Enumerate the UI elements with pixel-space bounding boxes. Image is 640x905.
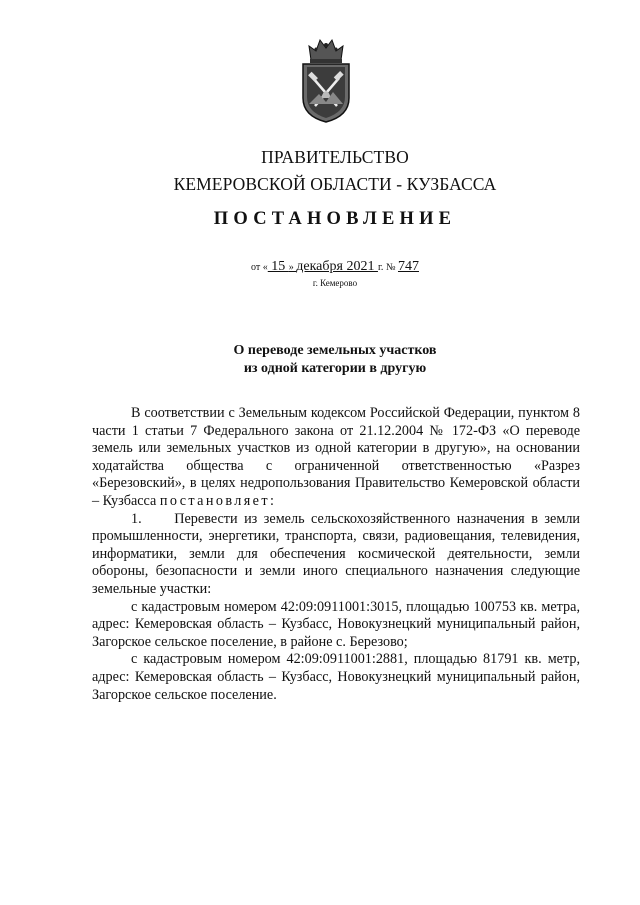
date-mid: » (288, 262, 297, 273)
date-month-year: декабря 2021 (296, 259, 378, 274)
subject-line2: из одной категории в другую (243, 361, 427, 376)
date-prefix: от « (251, 262, 268, 273)
decree-word: постановляет: (159, 492, 277, 509)
intro-text: В соответствии с Земельным кодексом Российской Федерации, пунктом 8 части 1 статьи 7 Федерального закона от 21.12.2004 № 172-ФЗ «О переводе земель или земельных участков из одной категории в другую», на основании ходатайства общества с ограниченной ответственностью «Разрез «Березовский», в целях недропользования Правительство Кемеровской области – Кузбасса (92, 405, 580, 509)
subject-line1: О переводе земельных участков (233, 343, 437, 358)
date-year-suffix: г. (377, 262, 384, 273)
date-number-line (0, 259, 640, 275)
government-name-line1: ПРАВИТЕЛЬСТВО (261, 147, 409, 167)
parcel-2-paragraph: с кадастровым номером 42:09:0911001:2881, площадью 81791 кв. метр, адрес: Кемеровская область – Кузбасс, Новокузнецкий муниципальный район, Загорское сельское поселение. (92, 651, 580, 703)
parcel-1-paragraph: с кадастровым номером 42:09:0911001:3015, площадью 100753 кв. метра, адрес: Кемеровская область – Кузбасс, Новокузнецкий муниципальный район, Загорское сельское поселение, в районе с. Березово; (92, 598, 580, 650)
city-name: г. Кемерово (312, 278, 358, 288)
intro-paragraph (92, 405, 580, 511)
government-name-line2: КЕМЕРОВСКОЙ ОБЛАСТИ - КУЗБАССА (173, 174, 497, 194)
item-1-paragraph: 1. Перевести из земель сельскохозяйственного назначения в земли промышленности, энергетики, транспорта, связи, радиовещания, телевидения, информатики, земли для обеспечения космической деятельности, земли обороны, безопасности и земли иного специального назначения следующие земельные участки: (92, 510, 580, 597)
document-type-title: ПОСТАНОВЛЕНИЕ (213, 209, 457, 229)
document-number: 747 (397, 259, 419, 274)
kuzbass-coat-of-arms-icon (297, 36, 355, 124)
document-body (92, 405, 580, 704)
date-day: 15 (267, 259, 289, 274)
number-label: № (383, 262, 398, 273)
